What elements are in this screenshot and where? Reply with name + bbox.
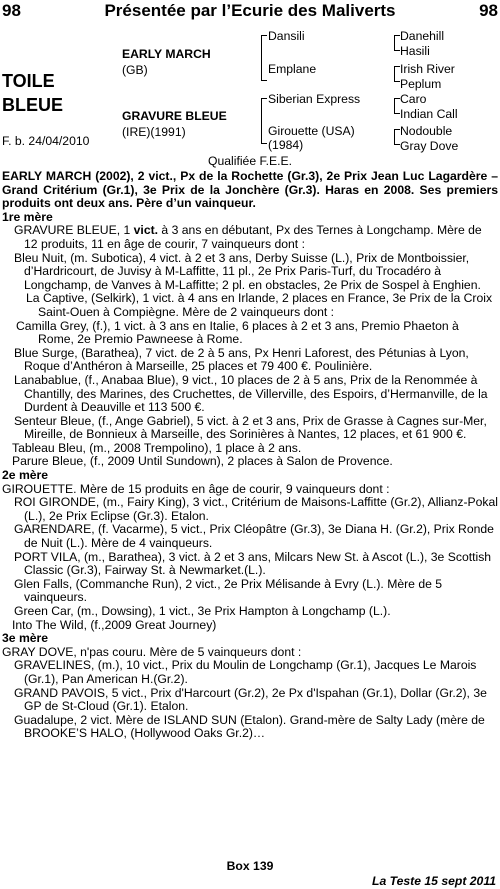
produce-entry: Senteur Bleue, (f., Ange Gabriel), 5 vict. à 2 et 3 ans, Prix de Grasse à Cagnes sur-Mer, Mireille, de Bonnieux à Marseille, des Sorinières à Nantes, 12 places, et 61 900 €. <box>14 413 487 442</box>
sire-name: EARLY MARCH <box>122 47 211 61</box>
page-title: Présentée par l’Ecurie des Maliverts <box>104 1 396 20</box>
horse-name-line1: TOILE <box>2 71 55 91</box>
dam-origin: (IRE)(1991) <box>122 125 186 139</box>
produce-entry: Into The Wild, (f.,2009 Great Journey) <box>12 617 217 632</box>
first-dam-intro <box>2 224 498 251</box>
ancestor-3: Irish River <box>400 62 455 76</box>
bracket <box>261 35 267 81</box>
sire-origin: (GB) <box>122 63 148 77</box>
footer-date: La Teste 15 sept 2011 <box>372 874 496 888</box>
first-dam-text: GRAVURE BLEUE, 1 <box>14 223 134 238</box>
ancestor-2: Hasili <box>400 44 430 58</box>
lot-number-left: 98 <box>2 1 21 20</box>
page-header <box>2 1 498 21</box>
granddam-1: Emplane <box>268 62 317 76</box>
first-dam-wins: vict. <box>133 223 159 238</box>
box-number: Box 139 <box>226 859 274 873</box>
pedigree-table <box>0 30 500 160</box>
granddam-2-year: (1984) <box>268 138 304 152</box>
horse-info: F. b. 24/04/2010 <box>2 134 90 148</box>
ancestor-4: Peplum <box>400 77 442 91</box>
catalogue-text <box>2 170 498 741</box>
produce-entry: Lanabablue, (f., Anabaa Blue), 9 vict., 10 places de 2 à 5 ans, Prix de la Renommée à Chantilly, des Marines, des Cruchettes, de Villerville, des Espoirs, d’Hermanville, de la Durdent à Deauville et 113 500 €. <box>14 372 488 415</box>
produce-entry: Green Car, (m., Dowsing), 1 vict., 3e Prix Hampton à Longchamp (L.). <box>14 604 391 618</box>
produce-entry: Guadalupe, 2 vict. Mère de ISLAND SUN (Etalon). Grand-mère de Salty Lady (mère de BROOKE’S HALO, (Hollywood Oaks Gr.2)… <box>14 712 485 741</box>
produce-entry: Parure Bleue, (f., 2009 Until Sundown), 2 places à Salon de Provence. <box>12 454 393 469</box>
ancestor-8: Gray Dove <box>400 139 459 153</box>
grandsire-2: Siberian Express <box>268 92 361 106</box>
produce-entry: ROI GIRONDE, (m., Fairy King), 3 vict., Critérium de Maisons-Laffitte (Gr.2), Allianz-Pokal (L.), 2e Prix Eclipse (Gr.3). Etalon. <box>14 495 499 523</box>
produce-entry: GARENDARE, (f. Vacarme), 5 vict., Prix Cléopâtre (Gr.3), 3e Diana H. (Gr.2), Prix Ronde de Nuit (L.). Mère de 4 vainqueurs. <box>14 522 494 551</box>
section-third-dam: 3e mère <box>2 631 49 646</box>
ancestor-5: Caro <box>400 92 427 106</box>
produce-entry: PORT VILA, (m., Barathea), 3 vict. à 2 et 3 ans, Milcars New St. à Ascot (L.), 3e Scottish Classic (Gr.3), Fairway St. à Newmarket.(L.). <box>14 549 492 578</box>
dam-name: GRAVURE BLEUE <box>122 109 227 123</box>
section-second-dam: 2e mère <box>2 468 49 483</box>
produce-entry: La Captive, (Selkirk), 1 vict. à 4 ans en Irlande, 2 places en France, 3e Prix de la Croix Saint-Ouen à Compiègne. Mère de 2 vainqueurs dont : <box>26 291 493 319</box>
produce-entry: Camilla Grey, (f.), 1 vict. à 3 ans en Italie, 6 places à 2 et 3 ans, Premio Phaeton à Rome, 2e Premio Pawneese à Rome. <box>16 318 459 347</box>
bracket <box>261 98 267 144</box>
section-first-dam: 1re mère <box>2 209 53 224</box>
grandsire-1: Dansili <box>268 29 305 43</box>
qualification-note: Qualifiée F.E.E. <box>208 154 292 168</box>
third-dam-intro: GRAY DOVE, n'pas couru. Mère de 5 vainqueurs dont : <box>2 644 302 659</box>
ancestor-7: Nodouble <box>400 124 453 138</box>
first-dam-text-rest: à 3 ans en débutant, Px des Ternes à Longchamp. Mère de 12 produits, 11 en âge de courir, 7 vainqueurs dont : <box>24 223 482 251</box>
horse-name-line2: BLEUE <box>2 95 64 115</box>
produce-entry: Tableau Bleu, (m., 2008 Trempolino), 1 place à 2 ans. <box>12 440 302 455</box>
produce-entry: GRAVELINES, (m.), 10 vict., Prix du Moulin de Longchamp (Gr.1), Jacques Le Marois (Gr.1), Pan American H.(Gr.2). <box>14 658 477 686</box>
second-dam-intro: GIROUETTE. Mère de 15 produits en âge de courir, 9 vainqueurs dont : <box>2 481 390 496</box>
sire-summary: EARLY MARCH (2002), 2 vict., Px de la Rochette (Gr.3), 2e Prix Jean Luc Lagardère – Grand Critérium (Gr.1), 3e Prix de la Jonchère (Gr.3). Haras en 2008. Ses premiers produits ont deux ans. Père d’un vainqueur. <box>2 169 498 211</box>
produce-entry: GRAND PAVOIS, 5 vict., Prix d'Harcourt (Gr.2), 2e Px d'Ispahan (Gr.1), Dollar (Gr.2), 3e GP de St-Cloud (Gr.1). Etalon. <box>14 685 487 714</box>
produce-entry: Glen Falls, (Commanche Run), 2 vict., 2e Prix Mélisande à Evry (L.). Mère de 5 vainqueurs. <box>14 576 443 605</box>
produce-entry: Bleu Nuit, (m. Subotica), 4 vict. à 2 et 3 ans, Derby Suisse (L.), Prix de Montboissier, d’Hardricourt, de Juvisy à M-Laffitte, 11 pl., 2e Prix Paris-Turf, du Trocadéro à Longchamp, de Vanves à M-Laffitte; 2 pl. en obstacles, 2e Prix de Sospel à Enghien. <box>14 250 481 292</box>
ancestor-1: Danehill <box>400 29 445 43</box>
produce-entry: Blue Surge, (Barathea), 7 vict. de 2 à 5 ans, Px Henri Laforest, des Pétunias à Lyon, Roque d’Anthéron à Marseille, 25 places et 79 400 €. Poulinière. <box>14 345 469 374</box>
lot-number-right: 98 <box>479 1 498 20</box>
ancestor-6: Indian Call <box>400 107 458 121</box>
granddam-2: Girouette (USA) <box>268 124 355 138</box>
